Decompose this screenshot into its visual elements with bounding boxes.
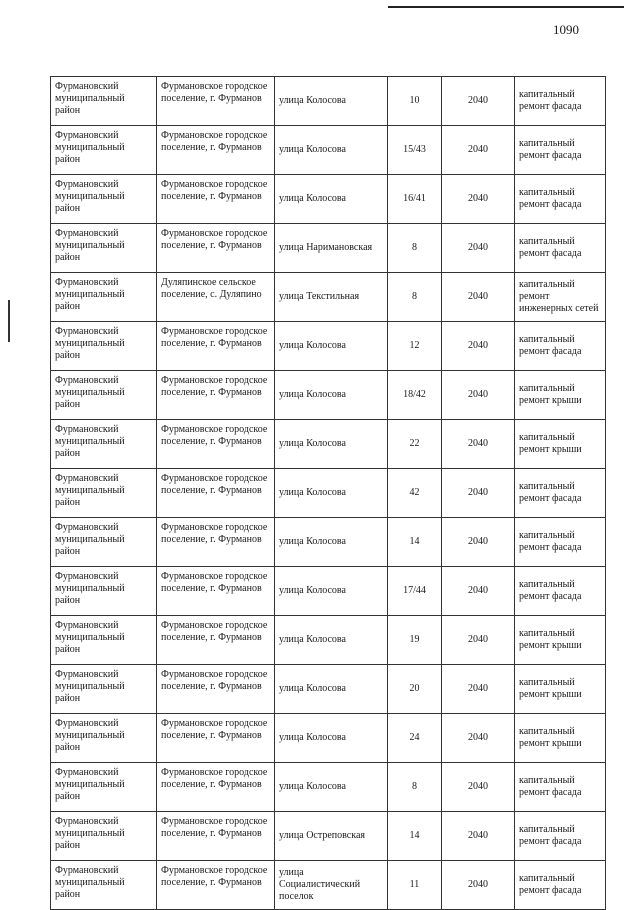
- table-body: [51, 77, 606, 910]
- street-cell: улица Колосова: [275, 567, 388, 616]
- house-number-cell: 19: [388, 616, 442, 665]
- district-cell: Фурмановский муниципальный район: [51, 126, 157, 175]
- settlement-cell: Фурмановское городское поселение, г. Фурманов: [157, 322, 275, 371]
- street-cell: улица Наримановская: [275, 224, 388, 273]
- district-cell: Фурмановский муниципальный район: [51, 518, 157, 567]
- work-type-cell: капитальный ремонт фасада: [515, 518, 606, 567]
- table-row: [51, 77, 606, 126]
- house-number-cell: 18/42: [388, 371, 442, 420]
- settlement-cell: Дуляпинское сельское поселение, с. Дуляпино: [157, 273, 275, 322]
- settlement-cell: Фурмановское городское поселение, г. Фурманов: [157, 518, 275, 567]
- settlement-cell: Фурмановское городское поселение, г. Фурманов: [157, 714, 275, 763]
- table-row: [51, 126, 606, 175]
- settlement-cell: Фурмановское городское поселение, г. Фурманов: [157, 469, 275, 518]
- work-type-cell: капитальный ремонт крыши: [515, 665, 606, 714]
- settlement-cell: Фурмановское городское поселение, г. Фурманов: [157, 861, 275, 910]
- work-type-cell: капитальный ремонт фасада: [515, 812, 606, 861]
- district-cell: Фурмановский муниципальный район: [51, 616, 157, 665]
- street-cell: улица Колосова: [275, 714, 388, 763]
- table-row: [51, 371, 606, 420]
- table-row: [51, 665, 606, 714]
- district-cell: Фурмановский муниципальный район: [51, 175, 157, 224]
- year-cell: 2040: [442, 175, 515, 224]
- settlement-cell: Фурмановское городское поселение, г. Фурманов: [157, 812, 275, 861]
- house-number-cell: 42: [388, 469, 442, 518]
- work-type-cell: капитальный ремонт крыши: [515, 616, 606, 665]
- district-cell: Фурмановский муниципальный район: [51, 420, 157, 469]
- table-row: [51, 420, 606, 469]
- year-cell: 2040: [442, 763, 515, 812]
- street-cell: улица Колосова: [275, 126, 388, 175]
- settlement-cell: Фурмановское городское поселение, г. Фурманов: [157, 126, 275, 175]
- house-number-cell: 15/43: [388, 126, 442, 175]
- table-row: [51, 812, 606, 861]
- district-cell: Фурмановский муниципальный район: [51, 322, 157, 371]
- house-number-cell: 20: [388, 665, 442, 714]
- house-number-cell: 8: [388, 224, 442, 273]
- work-type-cell: капитальный ремонт инженерных сетей: [515, 273, 606, 322]
- work-type-cell: капитальный ремонт фасада: [515, 567, 606, 616]
- house-number-cell: 8: [388, 273, 442, 322]
- district-cell: Фурмановский муниципальный район: [51, 567, 157, 616]
- street-cell: улица Колосова: [275, 616, 388, 665]
- table-row: [51, 322, 606, 371]
- header-rule: [388, 6, 624, 8]
- year-cell: 2040: [442, 77, 515, 126]
- district-cell: Фурмановский муниципальный район: [51, 812, 157, 861]
- street-cell: улица Колосова: [275, 420, 388, 469]
- district-cell: Фурмановский муниципальный район: [51, 665, 157, 714]
- year-cell: 2040: [442, 273, 515, 322]
- settlement-cell: Фурмановское городское поселение, г. Фурманов: [157, 665, 275, 714]
- work-type-cell: капитальный ремонт фасада: [515, 175, 606, 224]
- street-cell: улица Колосова: [275, 322, 388, 371]
- district-cell: Фурмановский муниципальный район: [51, 273, 157, 322]
- table-row: [51, 469, 606, 518]
- settlement-cell: Фурмановское городское поселение, г. Фурманов: [157, 371, 275, 420]
- district-cell: Фурмановский муниципальный район: [51, 224, 157, 273]
- street-cell: улица Колосова: [275, 763, 388, 812]
- year-cell: 2040: [442, 420, 515, 469]
- district-cell: Фурмановский муниципальный район: [51, 371, 157, 420]
- street-cell: улица Колосова: [275, 665, 388, 714]
- settlement-cell: Фурмановское городское поселение, г. Фурманов: [157, 175, 275, 224]
- settlement-cell: Фурмановское городское поселение, г. Фурманов: [157, 763, 275, 812]
- table-row: [51, 861, 606, 910]
- work-type-cell: капитальный ремонт фасада: [515, 322, 606, 371]
- work-type-cell: капитальный ремонт фасада: [515, 469, 606, 518]
- house-number-cell: 16/41: [388, 175, 442, 224]
- year-cell: 2040: [442, 224, 515, 273]
- street-cell: улица Социалистический поселок: [275, 861, 388, 910]
- street-cell: улица Колосова: [275, 77, 388, 126]
- work-type-cell: капитальный ремонт фасада: [515, 126, 606, 175]
- house-number-cell: 24: [388, 714, 442, 763]
- street-cell: улица Колосова: [275, 469, 388, 518]
- work-type-cell: капитальный ремонт фасада: [515, 224, 606, 273]
- year-cell: 2040: [442, 322, 515, 371]
- street-cell: улица Колосова: [275, 518, 388, 567]
- year-cell: 2040: [442, 861, 515, 910]
- year-cell: 2040: [442, 665, 515, 714]
- table-row: [51, 567, 606, 616]
- district-cell: Фурмановский муниципальный район: [51, 77, 157, 126]
- year-cell: 2040: [442, 714, 515, 763]
- house-number-cell: 17/44: [388, 567, 442, 616]
- table-row: [51, 224, 606, 273]
- year-cell: 2040: [442, 126, 515, 175]
- settlement-cell: Фурмановское городское поселение, г. Фурманов: [157, 224, 275, 273]
- year-cell: 2040: [442, 518, 515, 567]
- year-cell: 2040: [442, 469, 515, 518]
- year-cell: 2040: [442, 567, 515, 616]
- year-cell: 2040: [442, 812, 515, 861]
- district-cell: Фурмановский муниципальный район: [51, 714, 157, 763]
- work-type-cell: капитальный ремонт крыши: [515, 420, 606, 469]
- page-number: 1090: [553, 22, 579, 37]
- district-cell: Фурмановский муниципальный район: [51, 763, 157, 812]
- work-type-cell: капитальный ремонт фасада: [515, 77, 606, 126]
- settlement-cell: Фурмановское городское поселение, г. Фурманов: [157, 420, 275, 469]
- house-number-cell: 22: [388, 420, 442, 469]
- margin-mark: [8, 300, 10, 342]
- table-row: [51, 714, 606, 763]
- settlement-cell: Фурмановское городское поселение, г. Фурманов: [157, 77, 275, 126]
- house-number-cell: 12: [388, 322, 442, 371]
- house-number-cell: 10: [388, 77, 442, 126]
- table-row: [51, 616, 606, 665]
- house-number-cell: 8: [388, 763, 442, 812]
- year-cell: 2040: [442, 371, 515, 420]
- street-cell: улица Колосова: [275, 175, 388, 224]
- table-row: [51, 175, 606, 224]
- street-cell: улица Текстильная: [275, 273, 388, 322]
- work-type-cell: капитальный ремонт фасада: [515, 763, 606, 812]
- street-cell: улица Остреповская: [275, 812, 388, 861]
- table-row: [51, 763, 606, 812]
- work-type-cell: капитальный ремонт крыши: [515, 371, 606, 420]
- house-number-cell: 14: [388, 812, 442, 861]
- district-cell: Фурмановский муниципальный район: [51, 861, 157, 910]
- settlement-cell: Фурмановское городское поселение, г. Фурманов: [157, 616, 275, 665]
- work-type-cell: капитальный ремонт крыши: [515, 714, 606, 763]
- street-cell: улица Колосова: [275, 371, 388, 420]
- year-cell: 2040: [442, 616, 515, 665]
- house-number-cell: 11: [388, 861, 442, 910]
- work-type-cell: капитальный ремонт фасада: [515, 861, 606, 910]
- table-row: [51, 273, 606, 322]
- house-number-cell: 14: [388, 518, 442, 567]
- district-cell: Фурмановский муниципальный район: [51, 469, 157, 518]
- table-row: [51, 518, 606, 567]
- settlement-cell: Фурмановское городское поселение, г. Фурманов: [157, 567, 275, 616]
- repair-schedule-table: [50, 76, 606, 910]
